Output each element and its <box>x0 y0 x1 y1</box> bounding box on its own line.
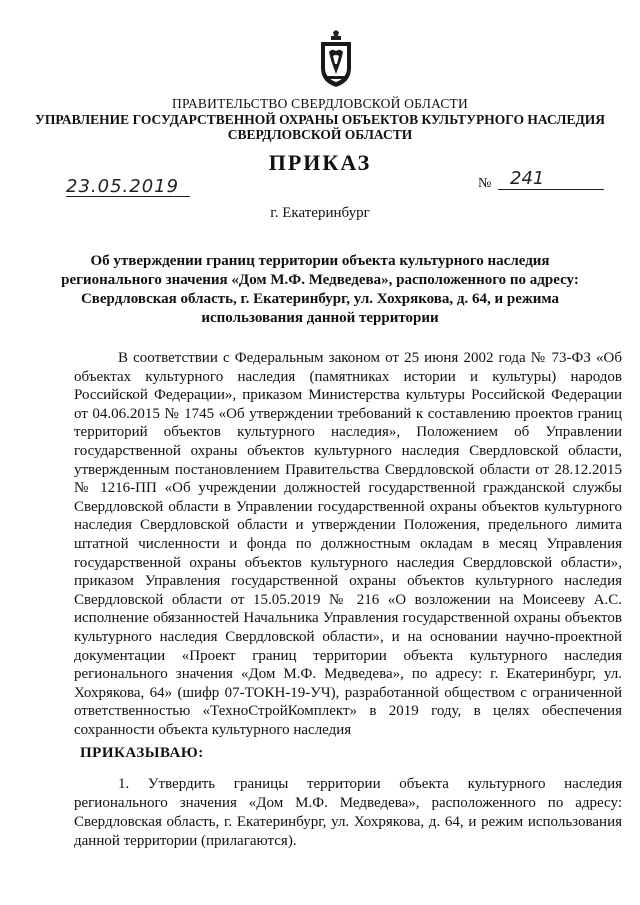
number-sign: № <box>478 176 492 191</box>
coat-of-arms-icon <box>318 30 354 88</box>
date-underline <box>66 196 190 197</box>
preamble-paragraph: В соответствии с Федеральным законом от 25 июня 2002 года № 73-ФЗ «Об объектах культурного наследия (памятниках истории и культуры) народов Российской Федерации», приказом Министерства культуры Российской Федерации от 04.06.2015 № 1745 «Об утверждении требований к составлению проектов границ территорий объектов культурного наследия», Положением об Управлении государственной охраны объектов культурного наследия Свердловской области, утвержденным постановлением Правительства Свердловской области от 28.12.2015 № 1216-ПП «Об учреждении должностей государственной гражданской службы Свердловской области в Управлении государственной охраны объектов культурного наследия Свердловской области и утверждении Положения, предельного лимита штатной численности и фонда по должностным окладам в месяц Управления государственной охраны объектов культурного наследия Свердловской области», приказом Управления государственной охраны объектов культурного наследия Свердловской области от 15.05.2019 № 216 «О возложении на Моисееву А.С. исполнение обязанностей Начальника Управления государственной охраны объектов культурного наследия Свердловской области», и на основании научно-проектной документации «Проект границ территории объекта культурного наследия регионального значения «Дом М.Ф. Медведева», по адресу: г. Екатеринбург, ул. Хохрякова, 64» (шифр 07-ТОКН-19-УЧ), разработанной обществом с ограниченной ответственностью «ТехноСтройКомплект» в 2019 году, в целях обеспечения сохранности объекта культурного наследия <box>74 350 622 738</box>
document-title: Об утверждении границ территории объекта культурного наследия регионального значения «Дом М.Ф. Медведева», расположенного по адресу: Свердловская область, г. Екатеринбург, ул. Хохрякова, д. 64, и режима использования данной территории <box>61 253 579 326</box>
government-name: ПРАВИТЕЛЬСТВО СВЕРДЛОВСКОЙ ОБЛАСТИ <box>172 96 468 111</box>
city: г. Екатеринбург <box>270 205 370 221</box>
order-date: 23.05.2019 <box>66 176 180 197</box>
order-point: 1. Утвердить границы территории объекта культурного наследия регионального значения «Дом М.Ф. Медведева», расположенного по адресу: Свердловская область, г. Екатеринбург, ул. Хохрякова, д. 64, и режим использования данной территории (прилагаются). <box>74 776 622 849</box>
document-kind: ПРИКАЗ <box>268 150 372 175</box>
order-number: 241 <box>510 168 545 189</box>
department-name: УПРАВЛЕНИЕ ГОСУДАРСТВЕННОЙ ОХРАНЫ ОБЪЕКТОВ КУЛЬТУРНОГО НАСЛЕДИЯ СВЕРДЛОВСКОЙ ОБЛАСТИ <box>34 112 606 142</box>
number-underline <box>498 189 604 190</box>
order-heading: ПРИКАЗЫВАЮ: <box>80 745 204 761</box>
